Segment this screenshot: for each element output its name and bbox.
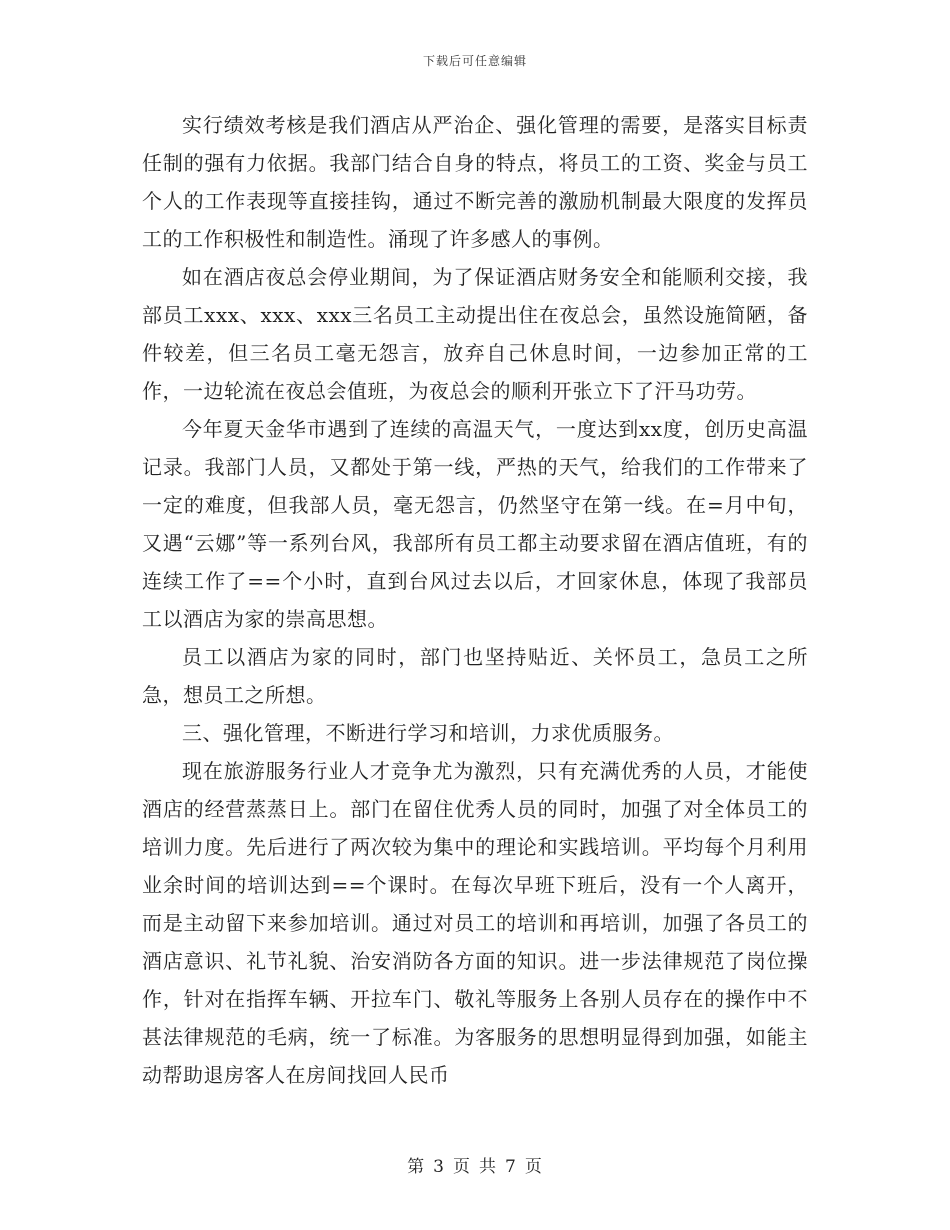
footer-suffix: 页 <box>524 1157 543 1177</box>
footer-total-word: 共 <box>479 1157 497 1177</box>
page-header: 下载后可任意编辑 <box>422 54 527 68</box>
footer-total-pages: 7 <box>505 1157 517 1177</box>
page-footer <box>0 1152 950 1177</box>
paragraph-summer-heat: 今年夏天金华市遇到了连续的高温天气，一度达到xx度，创历史高温记录。我部门人员，又都处于第一线，严热的天气，给我们的工作带来了一定的难度，但我部人员，毫无怨言，仍然坚守在第一线。在=月中旬，又遇“云娜”等一系列台风，我部所有员工都主动要求留在酒店值班，有的连续工作了==个小时，直到台风过去以后，才回家休息，体现了我部员工以酒店为家的崇高思想。 <box>142 417 808 631</box>
document-body <box>142 106 808 1094</box>
section-heading-training: 三、强化管理，不断进行学习和培训，力求优质服务。 <box>182 721 674 745</box>
paragraph-employee-care: 员工以酒店为家的同时，部门也坚持贴近、关怀员工，急员工之所急，想员工之所想。 <box>142 645 808 707</box>
paragraph-performance-review: 实行绩效考核是我们酒店从严治企、强化管理的需要，是落实目标责任制的强有力依据。我部门结合自身的特点，将员工的工资、奖金与员工个人的工作表现等直接挂钩，通过不断完善的激励机制最大限度的发挥员工的工作积极性和制造性。涌现了许多感人的事例。 <box>142 113 808 251</box>
footer-page-word: 页 <box>453 1157 471 1177</box>
paragraph-training: 现在旅游服务行业人才竞争尤为激烈，只有充满优秀的人员，才能使酒店的经营蒸蒸日上。部门在留住优秀人员的同时，加强了对全体员工的培训力度。先后进行了两次较为集中的理论和实践培训。平均每个月利用业余时间的培训达到==个课时。在每次早班下班后，没有一个人离开，而是主动留下来参加培训。通过对员工的培训和再培训，加强了各员工的酒店意识、礼节礼貌、治安消防各方面的知识。进一步法律规范了岗位操作，针对在指挥车辆、开拉车门、敬礼等服务上各别人员存在的操作中不甚法律规范的毛病，统一了标准。为客服务的思想明显得到加强，如能主动帮助退房客人在房间找回人民币 <box>142 759 808 1087</box>
footer-current-page: 3 <box>433 1157 445 1177</box>
paragraph-nightclub-closure: 如在酒店夜总会停业期间，为了保证酒店财务安全和能顺利交接，我部员工xxx、xxx、xxx三名员工主动提出住在夜总会，虽然设施简陋，备件较差，但三名员工毫无怨言，放弃自己休息时间，一边参加正常的工作，一边轮流在夜总会值班，为夜总会的顺利开张立下了汗马功劳。 <box>142 265 808 403</box>
footer-prefix: 第 <box>407 1157 426 1177</box>
